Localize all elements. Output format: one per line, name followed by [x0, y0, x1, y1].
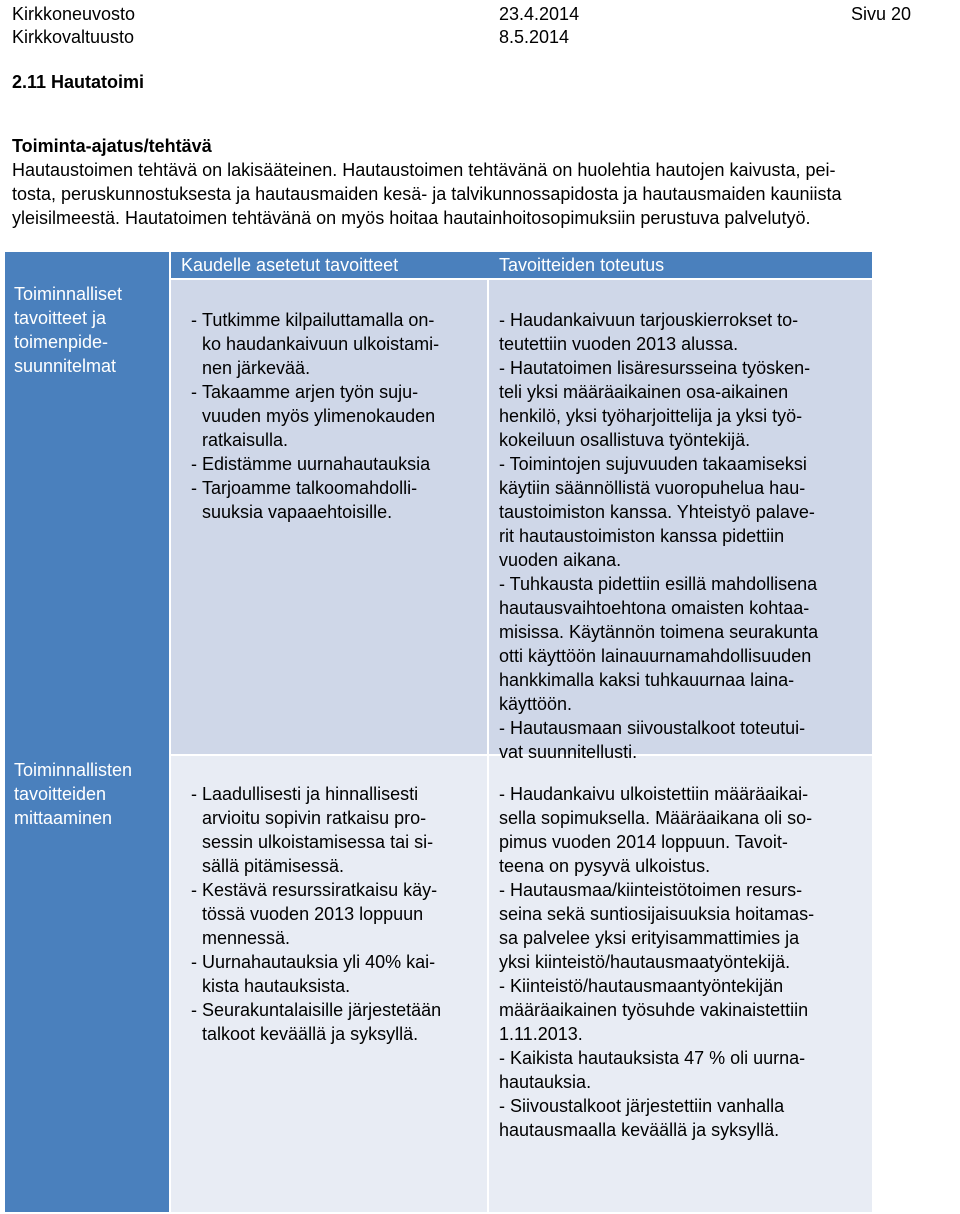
header-organization-1: Kirkkoneuvosto — [12, 4, 136, 24]
realization-line: kokeiluun osallistuva työntekijä. — [499, 430, 751, 450]
goal-line: tössä vuoden 2013 loppuun — [202, 904, 424, 924]
goal-line: arvioitu sopivin ratkaisu pro- — [202, 808, 427, 828]
realization-line: - Kiinteistö/hautausmaantyöntekijän — [499, 976, 784, 996]
realization-line: hankkimalla kaksi tuhkauurnaa laina- — [499, 670, 795, 690]
realization-line: teutettiin vuoden 2013 alussa. — [499, 334, 739, 354]
goal-line: vuuden myös ylimenokauden — [202, 406, 436, 426]
realization-line: hautauksia. — [499, 1072, 592, 1092]
goal-line: kista hautauksista. — [202, 976, 351, 996]
realization-line: hautausmaalla keväällä ja syksyllä. — [499, 1120, 780, 1140]
intro-line: Hautaustoimen tehtävä on lakisääteinen. Hautaustoimen tehtävänä on huolehtia hautojen kaivusta, pei- — [12, 160, 836, 180]
realization-line: määräaikainen työsuhde vakinaistettiin — [499, 1000, 809, 1020]
goal-line: mennessä. — [202, 928, 291, 948]
row1-realization-text — [499, 308, 869, 764]
goal-line: nen järkevää. — [202, 358, 311, 378]
goal-line: - Tarjoamme talkoomahdolli- — [202, 478, 418, 498]
realization-line: seina sekä suntiosijaisuuksia hoitamas- — [499, 904, 815, 924]
realization-line: käyttöön. — [499, 694, 573, 714]
goal-item — [191, 782, 485, 878]
goal-item — [191, 308, 485, 380]
header-date-2: 8.5.2014 — [499, 27, 570, 47]
realization-line: - Hautausmaa/kiinteistötoimen resurs- — [499, 880, 803, 900]
realization-line: otti käyttöön lainauurnamahdollisuuden — [499, 646, 812, 666]
intro-line: tosta, peruskunnostuksesta ja hautausmaiden kesä- ja talvikunnossapidosta ja hautausmaiden kauniista — [12, 184, 842, 204]
intro-line: yleisilmeestä. Hautatoimen tehtävänä on myös hoitaa hautainhoitosopimuksiin perustuva palvelutyö. — [12, 208, 811, 228]
goal-item — [191, 476, 485, 524]
header-date-1: 23.4.2014 — [499, 4, 580, 24]
page-header-row-1 — [12, 2, 948, 26]
realization-line: - Haudankaivu ulkoistettiin määräaikai- — [499, 784, 809, 804]
goal-line: - Kestävä resurssiratkaisu käy- — [202, 880, 438, 900]
realization-line: vat suunnitellusti. — [499, 742, 638, 762]
goal-line: sessin ulkoistamisessa tai si- — [202, 832, 434, 852]
goal-item — [191, 452, 485, 476]
goal-line: - Takaamme arjen työn suju- — [202, 382, 419, 402]
goal-line: ko haudankaivuun ulkoistami- — [202, 334, 440, 354]
header-page-number: Sivu 20 — [851, 4, 912, 24]
row-label-column — [5, 252, 169, 1212]
goal-line: sällä pitämisessä. — [202, 856, 345, 876]
goal-item — [191, 998, 485, 1046]
realization-line: sella sopimuksella. Määräaikana oli so- — [499, 808, 813, 828]
row1-label-line: tavoitteet ja — [14, 308, 107, 328]
goal-item — [191, 878, 485, 950]
row1-label-line: toimenpide- — [14, 332, 109, 352]
goals-table — [5, 252, 872, 1212]
page-header-row-2 — [12, 25, 948, 49]
realization-line: rit hautaustoimiston kanssa pidettiin — [499, 526, 785, 546]
row1-label-line: Toiminnalliset — [14, 284, 123, 304]
row1-goals-list — [191, 308, 485, 524]
goal-item — [191, 380, 485, 452]
realization-line: - Hautatoimen lisäresursseina työsken- — [499, 358, 811, 378]
realization-line: teli yksi määräaikainen osa-aikainen — [499, 382, 789, 402]
realization-line: hautausvaihtoehtona omaisten kohtaa- — [499, 598, 810, 618]
goal-line: ratkaisulla. — [202, 430, 289, 450]
realization-line: vuoden aikana. — [499, 550, 622, 570]
column-header-goals: Kaudelle asetetut tavoitteet — [181, 255, 399, 275]
realization-line: - Kaikista hautauksista 47 % oli uurna- — [499, 1048, 806, 1068]
realization-line: yksi kiinteistö/hautausmaatyöntekijä. — [499, 952, 791, 972]
realization-line: 1.11.2013. — [499, 1024, 583, 1044]
realization-line: käytiin säännöllistä vuoropuhelua hau- — [499, 478, 806, 498]
goal-line: - Laadullisesti ja hinnallisesti — [202, 784, 419, 804]
realization-line: - Tuhkausta pidettiin esillä mahdollisena — [499, 574, 818, 594]
header-organization-2: Kirkkovaltuusto — [12, 27, 135, 47]
row2-label-line: Toiminnallisten — [14, 760, 133, 780]
row2-label — [14, 758, 132, 830]
section-title: 2.11 Hautatoimi — [12, 72, 145, 92]
realization-line: pimus vuoden 2014 loppuun. Tavoit- — [499, 832, 788, 852]
goal-line: talkoot keväällä ja syksyllä. — [202, 1024, 419, 1044]
goal-item — [191, 950, 485, 998]
realization-line: - Haudankaivuun tarjouskierrokset to- — [499, 310, 799, 330]
realization-line: - Siivoustalkoot järjestettiin vanhalla — [499, 1096, 785, 1116]
realization-line: sa palvelee yksi erityisammattimies ja — [499, 928, 800, 948]
realization-line: teena on pysyvä ulkoistus. — [499, 856, 711, 876]
realization-line: taustoimiston kanssa. Yhteistyö palave- — [499, 502, 815, 522]
row1-label — [14, 282, 122, 378]
row2-goals-list — [191, 782, 485, 1046]
intro-paragraph — [12, 158, 952, 230]
goal-line: - Seurakuntalaisille järjestetään — [202, 1000, 442, 1020]
row2-label-line: mittaaminen — [14, 808, 113, 828]
goal-line: - Tutkimme kilpailuttamalla on- — [202, 310, 435, 330]
row2-label-line: tavoitteiden — [14, 784, 107, 804]
row1-label-line: suunnitelmat — [14, 356, 117, 376]
goal-line: - Uurnahautauksia yli 40% kai- — [202, 952, 436, 972]
realization-line: misissa. Käytännön toimena seurakunta — [499, 622, 819, 642]
realization-line: - Toimintojen sujuvuuden takaamiseksi — [499, 454, 807, 474]
goal-line: suuksia vapaaehtoisille. — [202, 502, 393, 522]
realization-line: henkilö, yksi työharjoittelija ja yksi työ- — [499, 406, 803, 426]
realization-line: - Hautausmaan siivoustalkoot toteutui- — [499, 718, 806, 738]
row2-realization-text — [499, 782, 869, 1142]
goal-line: - Edistämme uurnahautauksia — [202, 454, 431, 474]
column-header-realization: Tavoitteiden toteutus — [499, 255, 665, 275]
intro-heading: Toiminta-ajatus/tehtävä — [12, 136, 212, 156]
